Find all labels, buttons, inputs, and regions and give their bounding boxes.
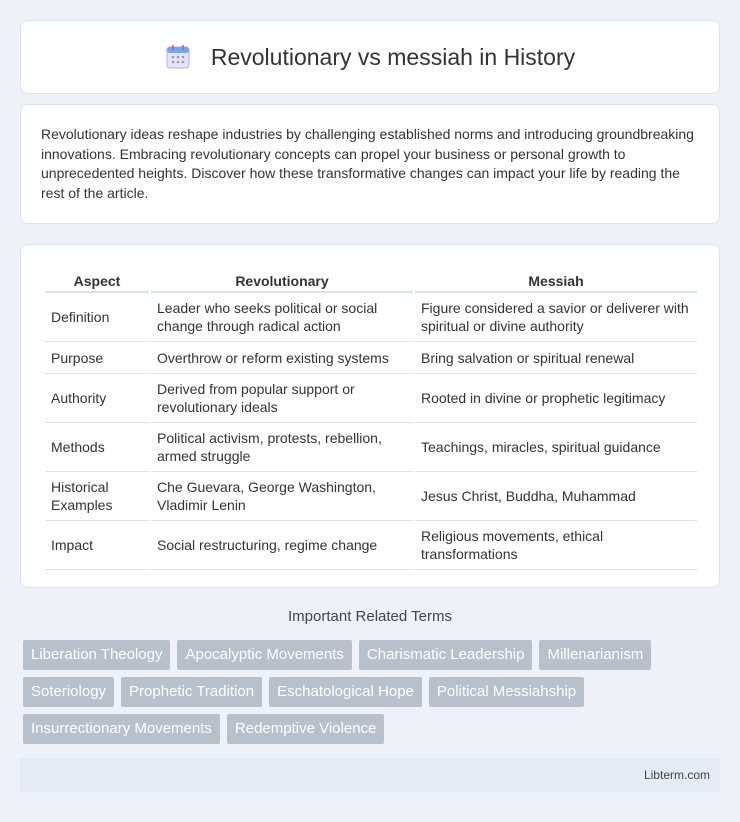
intro-text: Revolutionary ideas reshape industries by challenging established norms and introducing groundbreaking innovations. Embracing revolutionary concepts can propel your business or personal growth to unprecedented heights. Discover how these transformative changes can impact your life by reading the rest of the article. [41,126,694,201]
table-cell: Che Guevara, George Washington, Vladimir Lenin [151,472,413,521]
tag-political-messiahship[interactable]: Political Messiahship [429,677,584,707]
footer [20,758,720,792]
header-messiah: Messiah [415,265,697,293]
table-cell: Methods [45,423,149,472]
tag-eschatological-hope[interactable]: Eschatological Hope [269,677,422,707]
table-cell: Bring salvation or spiritual renewal [415,342,697,374]
table-row [45,521,697,570]
comparison-table-card [20,244,720,588]
table-row [45,293,697,342]
tag-prophetic-tradition[interactable]: Prophetic Tradition [121,677,262,707]
tag-redemptive-violence[interactable]: Redemptive Violence [227,714,384,744]
table-row [45,342,697,374]
tag-liberation-theology[interactable]: Liberation Theology [23,640,170,670]
table-cell: Teachings, miracles, spiritual guidance [415,423,697,472]
table-cell: Jesus Christ, Buddha, Muhammad [415,472,697,521]
table-cell: Derived from popular support or revolutionary ideals [151,374,413,423]
table-row [45,423,697,472]
related-terms-list [23,640,713,751]
intro-card [20,104,720,224]
footer-site-link[interactable]: Libterm.com [643,768,710,782]
page-title: Revolutionary vs messiah in History [210,43,576,70]
table-cell: Purpose [45,342,149,374]
related-terms-title: Important Related Terms [288,608,452,625]
table-row [45,472,697,521]
table-cell: Rooted in divine or prophetic legitimacy [415,374,697,423]
table-cell: Political activism, protests, rebellion, armed struggle [151,423,413,472]
tag-charismatic-leadership[interactable]: Charismatic Leadership [359,640,533,670]
header-card [20,20,720,94]
header-aspect: Aspect [45,265,149,293]
table-cell: Authority [45,374,149,423]
calendar-icon [165,44,191,70]
table-header-row [45,265,697,293]
table-cell: Impact [45,521,149,570]
table-cell: Overthrow or reform existing systems [151,342,413,374]
tag-soteriology[interactable]: Soteriology [23,677,114,707]
comparison-table [43,265,699,570]
table-cell: Definition [45,293,149,342]
tag-millenarianism[interactable]: Millenarianism [539,640,651,670]
table-cell: Leader who seeks political or social change through radical action [151,293,413,342]
header-revolutionary: Revolutionary [151,265,413,293]
table-row [45,374,697,423]
table-cell: Social restructuring, regime change [151,521,413,570]
table-cell: Religious movements, ethical transformations [415,521,697,570]
tag-apocalyptic-movements[interactable]: Apocalyptic Movements [177,640,351,670]
tag-insurrectionary-movements[interactable]: Insurrectionary Movements [23,714,220,744]
table-cell: Figure considered a savior or deliverer with spiritual or divine authority [415,293,697,342]
table-cell: Historical Examples [45,472,149,521]
